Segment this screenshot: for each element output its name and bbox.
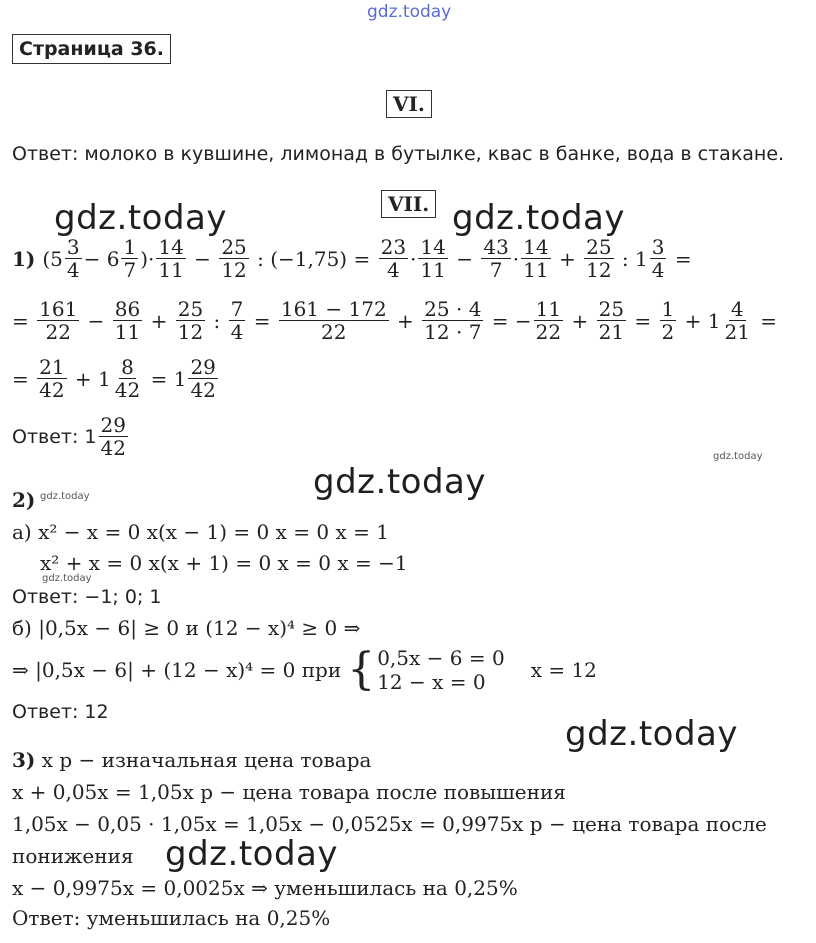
fraction: $\frac{161}{22}$	[39, 297, 78, 344]
task2-a-line1: а) x² − x = 0 x(x − 1) = 0 x = 0 x = 1	[12, 520, 389, 544]
fraction: $\frac{7}{4}$	[230, 297, 244, 344]
watermark-4: gdz.today	[565, 714, 738, 754]
fraction: $\frac{25}{21}$	[598, 297, 625, 344]
task1-line1: 1 ) (5 $\frac{3}{4}$ − 6 $\frac{1}{7}$ )· $\frac{14}{11}$ − $\frac{25}{12}$ : (−1,75) = $\frac{23}{4}$ · $\frac{14}{11}$ − $\frac{43}{7}$ · $\frac{14}{11}$ + $\frac{25}{12}$ : 1 $\frac{3}{4}$ =	[12, 235, 692, 282]
fraction: $\frac{25}{12}$	[586, 235, 612, 282]
section-vi-answer: Ответ: молоко в кувшине, лимонад в бутылке, квас в банке, вода в стакане.	[12, 143, 785, 165]
watermark-top: gdz.today	[367, 2, 452, 22]
section-vi-label: VI.	[386, 90, 432, 118]
fraction: $\frac{14}{11}$	[420, 235, 446, 282]
task1-line3: = $\frac{21}{42}$ + 1 $\frac{8}{42}$ = 1 $\frac{29}{42}$	[12, 355, 216, 402]
task1-line2: = $\frac{161}{22}$ − $\frac{86}{11}$ + $\frac{25}{12}$ : $\frac{7}{4}$ = $\frac{161 - 172}{22}$ + $\frac{25 \cdot 4}{12 \cdot 7}$ = − $\frac{11}{22}$ + $\frac{25}{21}$ = $\frac{1}{2}$ + 1 $\frac{4}{21}$ =	[12, 297, 778, 344]
watermark-2: gdz.today	[452, 198, 625, 238]
fraction: $\frac{3}{4}$	[651, 235, 665, 282]
task2-b-answer: Ответ: 12	[12, 701, 109, 723]
task3-line3: 1,05x − 0,05 · 1,05x = 1,05x − 0,0525x = 0,9975x р − цена товара после	[12, 812, 767, 836]
task2-b-line2: ⇒ |0,5x − 6| + (12 − x)⁴ = 0 при { 0,5x − 6 = 0 12 − x = 0 x = 12	[12, 644, 597, 695]
fraction: $\frac{43}{7}$	[483, 235, 509, 282]
fraction: $\frac{23}{4}$	[380, 235, 407, 282]
watermark-1: gdz.today	[54, 198, 227, 238]
task2-a-line2: x² + x = 0 x(x + 1) = 0 x = 0 x = −1	[40, 551, 408, 575]
task3-answer: Ответ: уменьшилась на 0,25%	[12, 906, 331, 930]
equation-system: 0,5x − 6 = 0 12 − x = 0	[377, 646, 505, 694]
fraction: $\frac{25}{12}$	[221, 235, 247, 282]
fraction: $\frac{4}{21}$	[724, 297, 750, 344]
task3-line5: x − 0,9975x = 0,0025x ⇒ уменьшилась на 0,25%	[12, 876, 518, 900]
watermark-3: gdz.today	[313, 462, 486, 502]
fraction: $\frac{3}{4}$	[66, 235, 80, 282]
fraction: $\frac{161 - 172}{22}$	[280, 297, 387, 344]
fraction: $\frac{29}{42}$	[190, 355, 216, 402]
page-label: Страница 36.	[12, 34, 171, 64]
fraction: $\frac{14}{11}$	[158, 235, 184, 282]
fraction: $\frac{14}{11}$	[523, 235, 549, 282]
fraction: $\frac{8}{42}$	[114, 355, 141, 402]
fraction: $\frac{25 \cdot 4}{12 \cdot 7}$	[424, 297, 482, 344]
fraction: $\frac{86}{11}$	[114, 297, 141, 344]
fraction: $\frac{21}{42}$	[39, 355, 65, 402]
task3-line4: понижения	[12, 844, 134, 868]
fraction: $\frac{29}{42}$	[100, 413, 126, 460]
fraction: $\frac{1}{7}$	[123, 235, 137, 282]
task3-line1: 3) x р − изначальная цена товара	[12, 748, 372, 772]
watermark-small-2: gdz.today	[40, 491, 90, 502]
section-vii-label: VII.	[381, 190, 436, 218]
watermark-small-3: gdz.today	[42, 573, 92, 584]
system-brace: {	[347, 644, 376, 695]
task1-answer: Ответ: 1 $\frac{29}{42}$	[12, 413, 126, 460]
watermark-small-1: gdz.today	[713, 451, 763, 462]
task2-a-answer: Ответ: −1; 0; 1	[12, 586, 162, 608]
watermark-5: gdz.today	[165, 834, 338, 874]
fraction: $\frac{1}{2}$	[661, 297, 675, 344]
fraction: $\frac{25}{12}$	[177, 297, 204, 344]
task3-line2: x + 0,05x = 1,05x р − цена товара после повышения	[12, 780, 566, 804]
task2-number: 2)	[12, 488, 36, 512]
fraction: $\frac{11}{22}$	[535, 297, 562, 344]
task1-number: 1	[12, 246, 26, 271]
task2-b-line1: б) |0,5x − 6| ≥ 0 и (12 − x)⁴ ≥ 0 ⇒	[12, 616, 361, 640]
